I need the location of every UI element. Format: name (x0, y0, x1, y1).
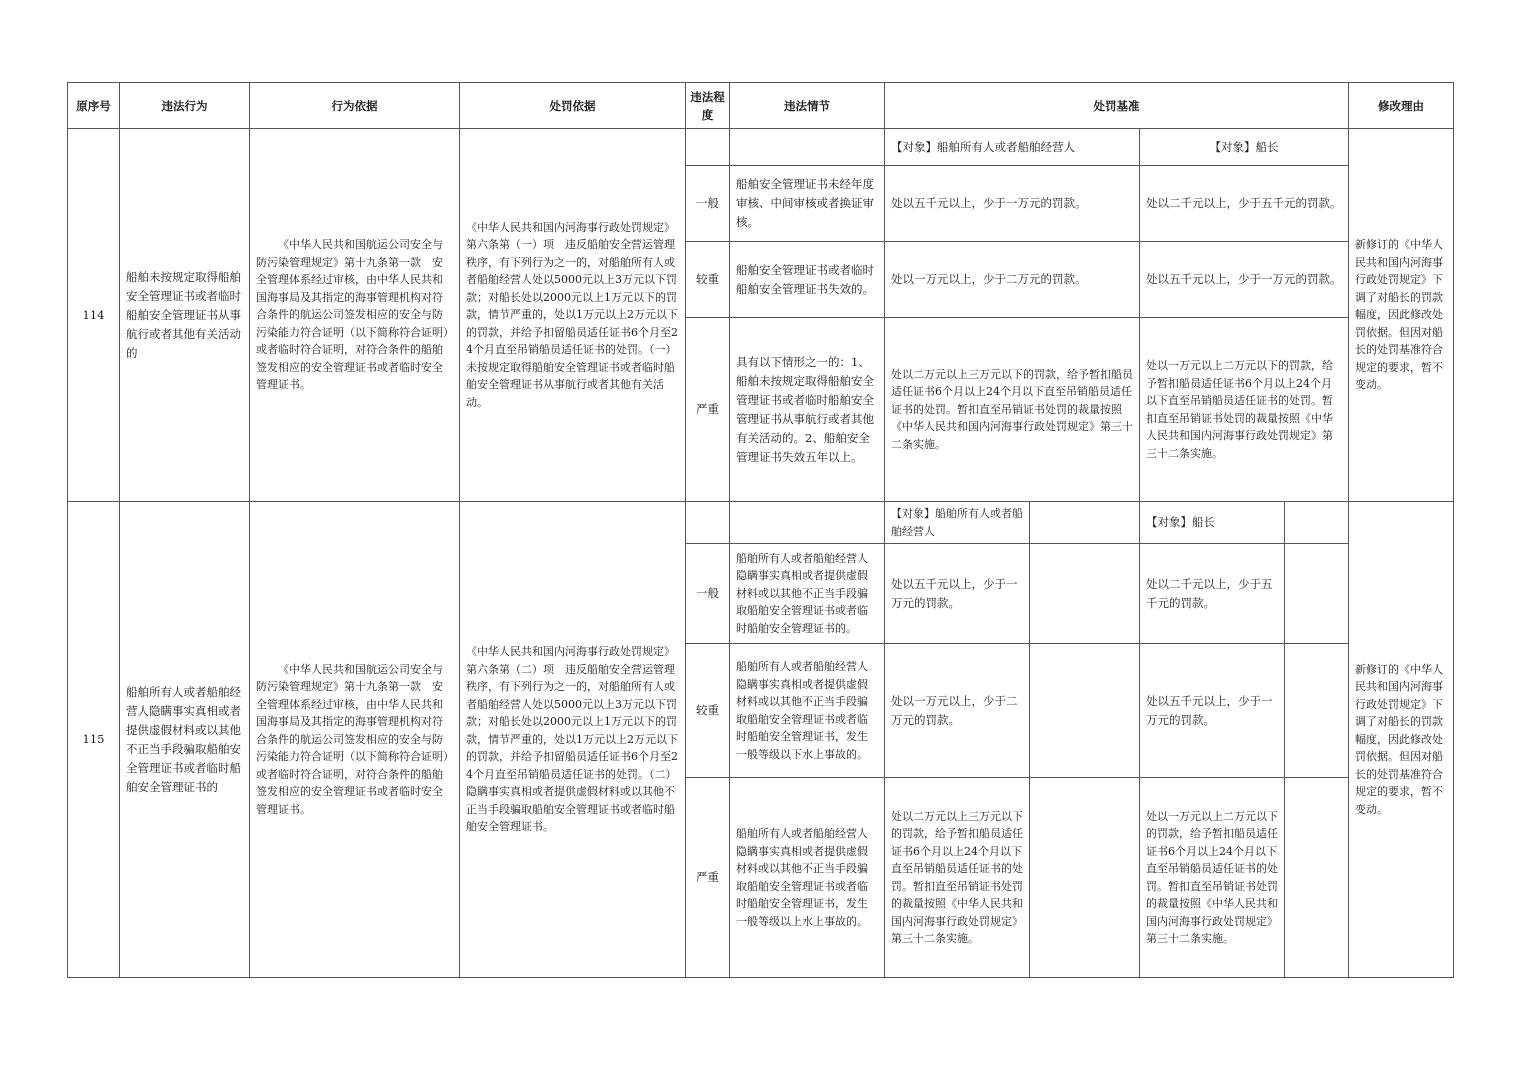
captain-penalty: 处以五千元以上，少于一万元的罚款。 (1140, 644, 1285, 778)
record-violation: 船舶所有人或者船舶经营人隐瞒事实真相或者提供虚假材料或以其他不正当手段骗取船舶安全管理证书或者临时船舶安全管理证书的 (120, 502, 250, 978)
header-degree: 违法程度 (686, 83, 730, 129)
circumstance: 船舶所有人或者船舶经营人隐瞒事实真相或者提供虚假材料或以其他不正当手段骗取船舶安全管理证书或者临时船舶安全管理证书的。 (730, 544, 885, 644)
circumstance: 具有以下情形之一的：1、船舶未按规定取得船舶安全管理证书或者临时船舶安全管理证书从事航行或者其他有关活动的。2、船舶安全管理证书失效五年以上。 (730, 318, 885, 502)
degree-label: 较重 (686, 242, 730, 318)
penalty-standard-table (67, 82, 1454, 978)
header-reason: 修改理由 (1349, 83, 1454, 129)
record-penalty-basis: 《中华人民共和国内河海事行政处罚规定》第六条第（二）项 违反船舶安全营运管理秩序，有下列行为之一的，对船舶所有人或者船舶经营人处以5000元以上3万元以下罚款；对船长处以2000元以上1万元以下的罚款，情节严重的，处以1万元以上2万元以下的罚款，并给予扣留船员适任证书6个月至24个月直至吊销船员适任证书的处罚。（二）隐瞒事实真相或者提供虚假材料或以其他不正当手段骗取船舶安全管理证书或者临时船舶安全管理证书。 (460, 502, 686, 978)
degree-label: 一般 (686, 544, 730, 644)
record-behavior-basis: 《中华人民共和国航运公司安全与防污染管理规定》第十九条第一款 安全管理体系经过审核，由中华人民共和国海事局及其指定的海事管理机构对符合条件的航运公司签发相应的安全与防污染能力符合证明（以下简称符合证明）或者临时符合证明，对符合条件的船舶签发相应的安全管理证书或者临时安全管理证书。 (250, 129, 460, 502)
captain-penalty: 处以二千元以上，少于五千元的罚款。 (1140, 544, 1285, 644)
degree-label: 严重 (686, 318, 730, 502)
owner-penalty: 处以一万元以上，少于二万元的罚款。 (885, 644, 1030, 778)
owner-penalty: 处以二万元以上三万元以下的罚款，给予暂扣船员适任证书6个月以上24个月以下直至吊销船员适任证书的处罚。暂扣直至吊销证书处罚的裁量按照《中华人民共和国内河海事行政处罚规定》第三十二条实施。 (885, 778, 1030, 978)
header-seq: 原序号 (68, 83, 120, 129)
header-behavior-basis: 行为依据 (250, 83, 460, 129)
target-captain-label: 【对象】船长 (1140, 502, 1285, 544)
target-owner-label: 【对象】船舶所有人或者船舶经营人 (885, 502, 1030, 544)
record-violation: 船舶未按规定取得船舶安全管理证书或者临时船舶安全管理证书从事航行或者其他有关活动的 (120, 129, 250, 502)
owner-penalty: 处以一万元以上，少于二万元的罚款。 (885, 242, 1140, 318)
header-violation: 违法行为 (120, 83, 250, 129)
owner-penalty: 处以五千元以上，少于一万元的罚款。 (885, 544, 1030, 644)
captain-penalty: 处以五千元以上，少于一万元的罚款。 (1140, 242, 1349, 318)
record-penalty-basis: 《中华人民共和国内河海事行政处罚规定》第六条第（一）项 违反船舶安全营运管理秩序，有下列行为之一的，对船舶所有人或者船舶经营人处以5000元以上3万元以下罚款；对船长处以2000元以上1万元以下的罚款，情节严重的，处以1万元以上2万元以下的罚款，并给予扣留船员适任证书6个月至24个月直至吊销船员适任证书的处罚。（一）未按规定取得船舶安全管理证书或者临时船舶安全管理证书从事航行或者其他有关活动。 (460, 129, 686, 502)
record-seq: 115 (68, 502, 120, 978)
degree-label: 较重 (686, 644, 730, 778)
record-behavior-basis: 《中华人民共和国航运公司安全与防污染管理规定》第十九条第一款 安全管理体系经过审核，由中华人民共和国海事局及其指定的海事管理机构对符合条件的航运公司签发相应的安全与防污染能力符合证明（以下简称符合证明）或者临时符合证明，对符合条件的船舶签发相应的安全管理证书或者临时安全管理证书。 (250, 502, 460, 978)
record-seq: 114 (68, 129, 120, 502)
target-captain-label: 【对象】船长 (1140, 129, 1349, 166)
table-header-row (68, 83, 1454, 129)
circumstance: 船舶安全管理证书未经年度审核、中间审核或者换证审核。 (730, 166, 885, 242)
captain-penalty: 处以二千元以上，少于五千元的罚款。 (1140, 166, 1349, 242)
table-row (68, 502, 1454, 544)
header-penalty-basis: 处罚依据 (460, 83, 686, 129)
circumstance: 船舶所有人或者船舶经营人隐瞒事实真相或者提供虚假材料或以其他不正当手段骗取船舶安全管理证书或者临时船舶安全管理证书，发生一般等级以上水上事故的。 (730, 778, 885, 978)
record-reason: 新修订的《中华人民共和国内河海事行政处罚规定》下调了对船长的罚款幅度，因此修改处罚依据。但因对船长的处罚基准符合规定的要求，暂不变动。 (1349, 502, 1454, 978)
header-penalty-standard: 处罚基准 (885, 83, 1349, 129)
circumstance: 船舶安全管理证书或者临时船舶安全管理证书失效的。 (730, 242, 885, 318)
circumstance: 船舶所有人或者船舶经营人隐瞒事实真相或者提供虚假材料或以其他不正当手段骗取船舶安全管理证书或者临时船舶安全管理证书，发生一般等级以下水上事故的。 (730, 644, 885, 778)
degree-label: 一般 (686, 166, 730, 242)
target-owner-label: 【对象】船舶所有人或者船舶经营人 (885, 129, 1140, 166)
record-reason: 新修订的《中华人民共和国内河海事行政处罚规定》下调了对船长的罚款幅度，因此修改处罚依据。但因对船长的处罚基准符合规定的要求，暂不变动。 (1349, 129, 1454, 502)
owner-penalty: 处以二万元以上三万元以下的罚款，给予暂扣船员适任证书6个月以上24个月以下直至吊销船员适任证书的处罚。暂扣直至吊销证书处罚的裁量按照《中华人民共和国内河海事行政处罚规定》第三十二条实施。 (885, 318, 1140, 502)
header-circumstance: 违法情节 (730, 83, 885, 129)
owner-penalty: 处以五千元以上，少于一万元的罚款。 (885, 166, 1140, 242)
captain-penalty: 处以一万元以上二万元以下的罚款，给予暂扣船员适任证书6个月以上24个月以下直至吊销船员适任证书的处罚。暂扣直至吊销证书处罚的裁量按照《中华人民共和国内河海事行政处罚规定》第三十二条实施。 (1140, 318, 1349, 502)
degree-label: 严重 (686, 778, 730, 978)
captain-penalty: 处以一万元以上二万元以下的罚款，给予暂扣船员适任证书6个月以上24个月以下直至吊销船员适任证书的处罚。暂扣直至吊销证书处罚的裁量按照《中华人民共和国内河海事行政处罚规定》第三十二条实施。 (1140, 778, 1285, 978)
table-row (68, 129, 1454, 166)
